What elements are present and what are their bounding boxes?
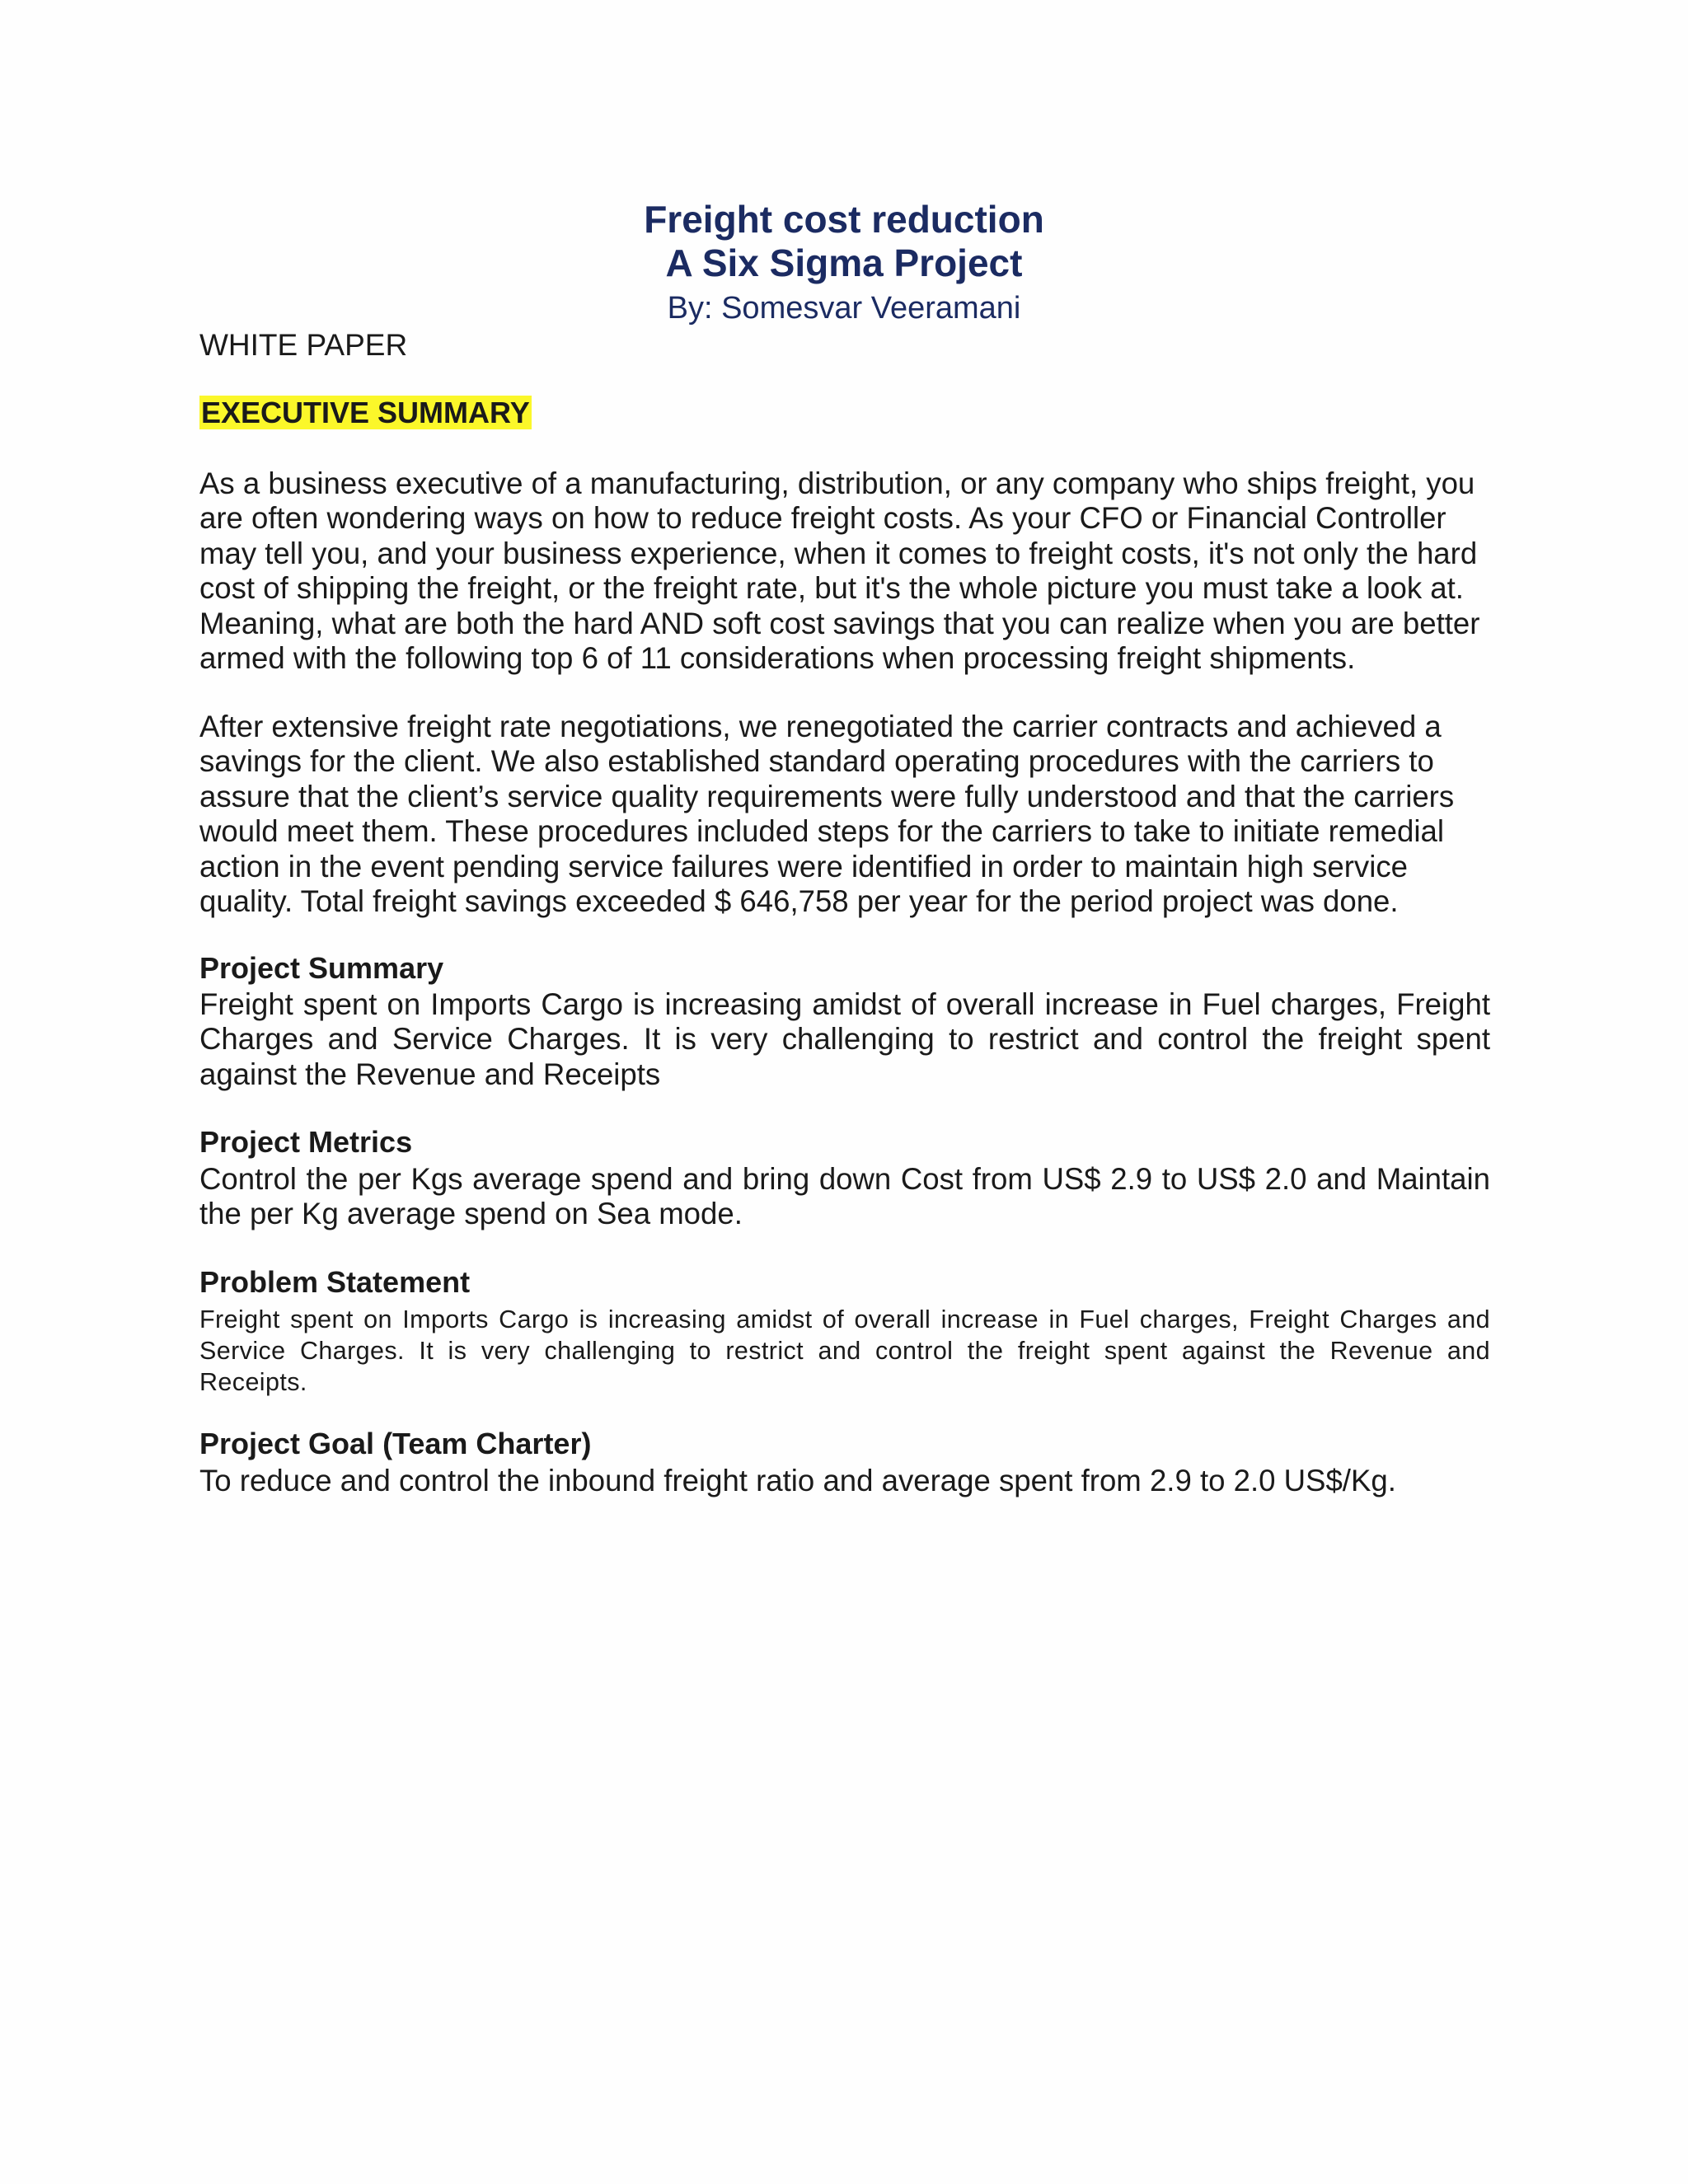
executive-summary-paragraph-2: After extensive freight rate negotiations, we renegotiated the carrier contracts and achieved a savings for the client. We also established standard operating procedures with the carriers to assure that the client’s service quality requirements were fully understood and that the carriers would meet them. These procedures included steps for the carriers to take to initiate remedial action in the event pending service failures were identified in order to maintain high service quality. Total freight savings exceeded $ 646,758 per year for the period project was done. [199,710,1455,919]
executive-summary-heading-text: EXECUTIVE SUMMARY [201,396,530,429]
project-summary-heading: Project Summary [199,951,444,985]
document-title-line-2: A Six Sigma Project [665,241,1023,284]
project-metrics-heading: Project Metrics [199,1125,413,1159]
problem-statement-heading: Problem Statement [199,1265,471,1299]
document-type-label: WHITE PAPER [199,328,408,362]
executive-summary-heading [199,396,532,430]
executive-summary-paragraph-1: As a business executive of a manufacturing, distribution, or any company who ships freight, you are often wondering ways on how to reduce freight costs. As your CFO or Financial Controller may tell you, and your business experience, when it comes to freight costs, it's not only the hard cost of shipping the freight, or the freight rate, but it's the whole picture you must take a look at. Meaning, what are both the hard AND soft cost savings that you can realize when you are better armed with the following top 6 of 11 considerations when processing freight shipments. [199,466,1480,676]
project-goal-body: To reduce and control the inbound freight ratio and average spent from 2.9 to 2.0 US$/Kg. [199,1464,1396,1497]
project-summary-body: Freight spent on Imports Cargo is increasing amidst of overall increase in Fuel charges, Freight Charges and Service Charges. It is very challenging to restrict and control the freight spent against the Revenue and Receipts [199,987,1490,1091]
project-metrics-body: Control the per Kgs average spend and bring down Cost from US$ 2.9 to US$ 2.0 and Maintain the per Kg average spend on Sea mode. [199,1162,1490,1231]
document-title-line-1: Freight cost reduction [644,198,1044,241]
project-goal-heading: Project Goal (Team Charter) [199,1427,592,1460]
document-author: By: Somesvar Veeramani [667,291,1021,326]
problem-statement-body: Freight spent on Imports Cargo is increasing amidst of overall increase in Fuel charges, Freight Charges and Service Charges. It is very challenging to restrict and control the freight spent against the Revenue and Receipts. [199,1305,1490,1396]
